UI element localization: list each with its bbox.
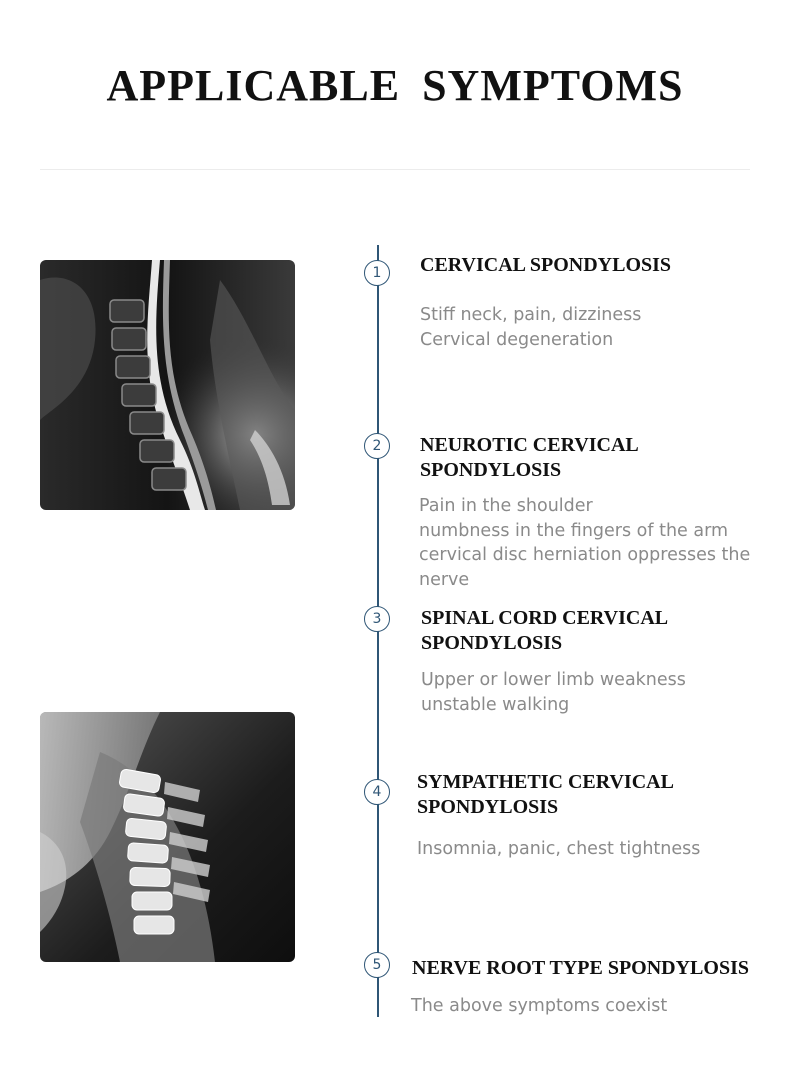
step-3-title: SPINAL CORD CERVICAL SPONDYLOSIS [421,607,669,654]
step-5-title: NERVE ROOT TYPE SPONDYLOSIS [412,957,749,979]
step-2-description: Pain in the shoulder numbness in the fingers of the arm cervical disc herniation oppresses the nerve [419,496,751,590]
header-divider [40,169,750,170]
page-title: APPLICABLE SYMPTOMS [106,61,684,110]
step-1-description: Stiff neck, pain, dizziness Cervical degeneration [420,305,642,350]
cervical-xray-scan [40,712,295,962]
step-1-marker: 1 [364,260,390,286]
cervical-mri-scan [40,260,295,510]
step-5-description: The above symptoms coexist [411,996,668,1016]
step-4-title: SYMPATHETIC CERVICAL SPONDYLOSIS [417,771,674,818]
step-4-marker: 4 [364,779,390,805]
step-3-description: Upper or lower limb weakness unstable walking [421,670,686,715]
step-2-marker: 2 [364,433,390,459]
step-2-title: NEUROTIC CERVICAL SPONDYLOSIS [420,434,639,481]
step-3-marker: 3 [364,606,390,632]
step-5-marker: 5 [364,952,390,978]
step-4-description: Insomnia, panic, chest tightness [417,839,701,859]
step-1-title: CERVICAL SPONDYLOSIS [420,254,672,276]
